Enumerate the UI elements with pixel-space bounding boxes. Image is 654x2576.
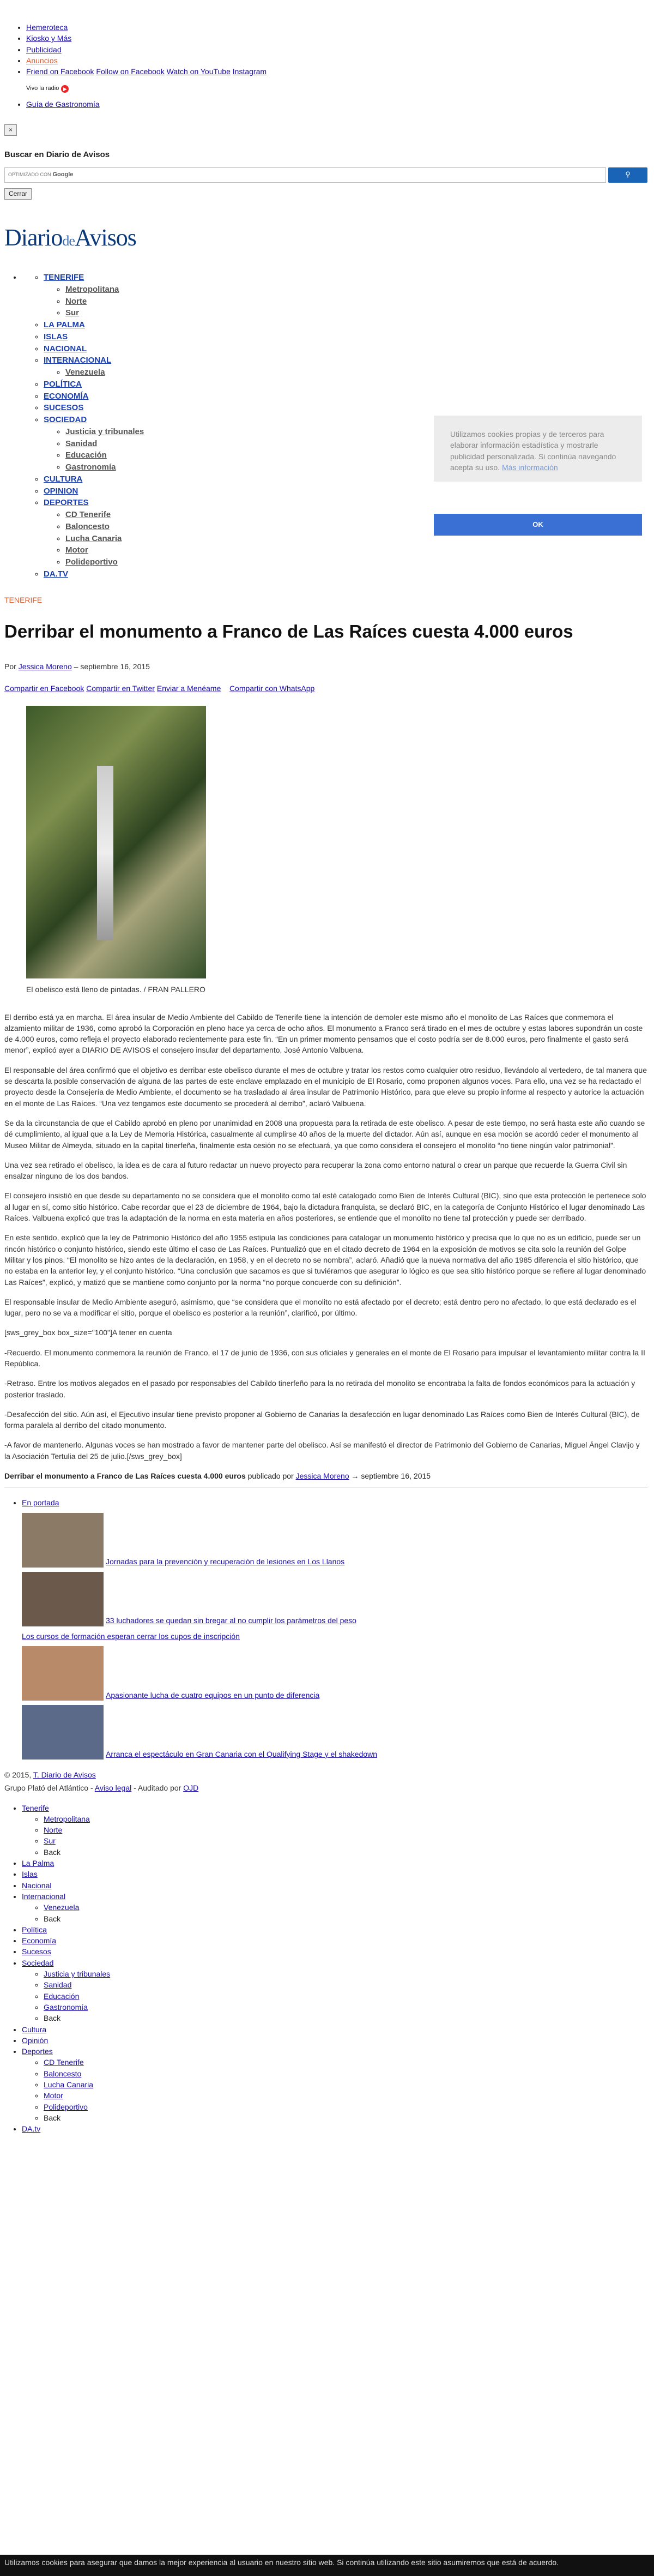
related-link[interactable]: Jornadas para la prevención y recuperación de lesiones en Los Llanos [106, 1557, 345, 1566]
nav-sublink-cd-tenerife[interactable]: CD Tenerife [65, 510, 111, 520]
nav-sublink-polideportivo[interactable]: Polideportivo [65, 557, 118, 567]
ojd-link[interactable]: OJD [183, 1784, 199, 1793]
nav-link-politica[interactable]: POLÍTICA [44, 379, 82, 389]
nav-link-opinion[interactable]: OPINION [44, 486, 78, 496]
footer-nav-item-nacional [22, 1880, 654, 1891]
nav-sublink-motor[interactable]: Motor [65, 545, 88, 555]
related-section [0, 1497, 654, 1760]
close-search-button[interactable]: × [4, 124, 17, 136]
copyright-year: © 2015, [4, 1770, 32, 1779]
friend-facebook-link[interactable]: Friend on Facebook [26, 67, 94, 76]
footer-subitem-back [44, 2013, 654, 2023]
cerrar-button[interactable]: Cerrar [4, 188, 32, 200]
anuncios-link[interactable]: Anuncios [26, 56, 58, 65]
instagram-link[interactable]: Instagram [232, 67, 267, 76]
nav-sublink-baloncesto[interactable]: Baloncesto [65, 521, 110, 531]
search-icon: ⚲ [625, 170, 631, 179]
cookie-more-link[interactable]: Más información [501, 463, 558, 472]
footer-sublink-lucha-canaria[interactable]: Lucha Canaria [44, 2080, 94, 2089]
footer-subitem-venezuela [44, 1902, 654, 1913]
nav-subitem-polideportivo [65, 556, 654, 568]
audited-text: - Auditado por [134, 1784, 181, 1793]
photo-caption: El obelisco está lleno de pintadas. / FRAN PALLERO [26, 985, 205, 994]
related-link[interactable]: Arranca el espectáculo en Gran Canaria con el Qualifying Stage y el shakedown [106, 1749, 378, 1758]
logo-de: de [62, 233, 75, 249]
cookie-popup-text: Utilizamos cookies propias y de terceros para elaborar información estadística y mostrarle publicidad personalizada. Si continúa navegando acepta su uso. [450, 430, 616, 472]
footer-submenu-sociedad [22, 1968, 654, 2023]
nav-link-da-tv[interactable]: DA.TV [44, 569, 68, 579]
nav-sublink-sur[interactable]: Sur [65, 308, 80, 318]
nav-submenu-tenerife [44, 284, 654, 319]
top-links-list [4, 22, 654, 110]
article-paragraph: El derribo está ya en marcha. El área insular de Medio Ambiente del Cabildo de Tenerife tiene la intención de demoler este mismo año el monolito de Las Raíces que conmemora el alzamiento militar de 1936, como aprobó la Corporación en pleno hace ya cerca de ocho años. El monumento a Franco será tirado en el mes de octubre y estas labores supondrán un coste de 4.000 euros, como refleja el proyecto elaborado recientemente para este fin. “En un primer momento pensamos que el costo podría ser de 8.000 euros, pero finalmente el gasto será menor”, explicó ayer a DIARIO DE AVISOS el consejero insular del departamento, José Antonio Valbuena. [4, 1012, 643, 1055]
follow-facebook-link[interactable]: Follow on Facebook [96, 67, 165, 76]
article-paragraph: Se da la circunstancia de que el Cabildo aprobó en pleno por unanimidad en 2008 una propuesta para la retirada de este obelisco. A pesar de este tiempo, no será hasta este año cuando se dé cumplimiento, al igual que a la Ley de Memoria Histórica, casualmente al cumplirse 40 años de la muerte del dictador. Aún así, aunque en esa moción se acordó ceder el monumento al Museo Militar de Almeyda, situado en la capital tinerfeña, finalmente esta cesión no se efectuará, ya que como considera el consejero el monolito “no tiene ningún valor patrimonial”. [4, 1118, 645, 1150]
nav-item-nacional [44, 343, 654, 355]
footer-sublink-cd-tenerife[interactable]: CD Tenerife [44, 2058, 84, 2067]
footer-nav-link-tenerife[interactable]: Tenerife [22, 1803, 49, 1812]
footer-nav-link-da-tv[interactable]: DA.tv [22, 2124, 41, 2134]
footer-submenu-deportes [22, 2057, 654, 2123]
nav-subitem-norte [65, 296, 654, 308]
footer-sublink-sanidad[interactable]: Sanidad [44, 1980, 72, 1990]
nav-subitem-sur [65, 307, 654, 319]
footer-back-label[interactable]: Back [44, 2113, 61, 2122]
nav-item-economia [44, 391, 654, 403]
nav-item-internacional [44, 355, 654, 379]
related-thumbnail[interactable] [22, 1572, 104, 1626]
footer-nav-link-economia[interactable]: Economía [22, 1936, 57, 1945]
nav-sublink-venezuela[interactable]: Venezuela [65, 368, 105, 377]
footer-subitem-lucha-canaria [44, 2079, 654, 2090]
footer-group [4, 1782, 654, 1793]
footer-sublink-baloncesto[interactable]: Baloncesto [44, 2069, 82, 2078]
footer-nav-item-la-palma [22, 1858, 654, 1869]
footer-sublink-venezuela[interactable]: Venezuela [44, 1903, 80, 1912]
footer-sublink-metropolitana[interactable]: Metropolitana [44, 1814, 90, 1823]
site-logo[interactable] [4, 220, 654, 255]
footer-subitem-gastronomia [44, 2002, 654, 2013]
nav-link-nacional[interactable]: NACIONAL [44, 344, 87, 353]
cookie-bar-text: Utilizamos cookies para asegurar que damos la mejor experiencia al usuario en nuestro sitio web. Si continúa utilizando este sitio asumiremos que está de acuerdo. [4, 2558, 559, 2567]
nav-item-opinion [44, 485, 654, 497]
footer-group-text: Grupo Plató del Atlántico - [4, 1784, 93, 1793]
footer-subitem-cd-tenerife [44, 2057, 654, 2068]
article-title: Derribar el monumento a Franco de Las Raíces cuesta 4.000 euros [4, 621, 573, 641]
nav-link-tenerife[interactable]: TENERIFE [44, 273, 84, 283]
footer-sublink-justicia-y-tribunales[interactable]: Justicia y tribunales [44, 1969, 111, 1979]
footer-subitem-back [44, 2112, 654, 2123]
related-link[interactable]: 33 luchadores se quedan sin bregar al no cumplir los parámetros del peso [106, 1616, 356, 1625]
logo-avisos: Avisos [74, 224, 136, 251]
footer-author-link[interactable]: Jessica Moreno [295, 1472, 349, 1481]
published-by-label: publicado por [247, 1472, 294, 1481]
article-paragraph: -Recuerdo. El monumento conmemora la reunión de Franco, el 17 de junio de 1936, con sus oficiales y generales en el monte de El Rosario para impulsar el levantamiento militar contra la II República. [4, 1348, 645, 1368]
related-thumbnail[interactable] [22, 1513, 104, 1568]
footer-nav-item-deportes [22, 2046, 654, 2123]
article-footer-meta [4, 1470, 654, 1481]
footer-subitem-sanidad [44, 1979, 654, 1990]
nav-sublink-educacion[interactable]: Educación [65, 451, 107, 460]
nav-subitem-venezuela [65, 367, 654, 379]
author-link[interactable]: Jessica Moreno [18, 662, 72, 671]
cookie-popup [434, 416, 642, 482]
footer-nav-item-sociedad [22, 1957, 654, 2024]
article-paragraph: El consejero insistió en que desde su departamento no se considera que el monolito como tal esté catalogado como Bien de Interés Cultural (BIC), sino que esta protección le pertenece solo al lugar en sí, como sitio histórico. Cabe recordar que el 23 de diciembre de 1964, bajo la dictadura franquista, se declaró BIC, en la categoría de Conjunto Histórico el lugar denominado Las Raíces. Valbuena explicó que tras la adaptación de la norma en esta materia en años posteriores, se entiende que el monolito no tiene tal protección y puede ser derribado. [4, 1191, 646, 1223]
footer-subitem-metropolitana [44, 1814, 654, 1824]
footer-submenu-tenerife [22, 1814, 654, 1858]
copyright [4, 1769, 654, 1780]
nav-link-islas[interactable]: ISLAS [44, 332, 68, 341]
footer-subitem-polideportivo [44, 2101, 654, 2112]
article-body [4, 1012, 647, 1462]
nav-item-politica [44, 379, 654, 391]
footer-subitem-baloncesto [44, 2068, 654, 2079]
gastronomia-link[interactable]: Guía de Gastronomía [26, 100, 100, 109]
share-twitter[interactable]: Compartir en Twitter [86, 683, 155, 693]
footer-back-label[interactable]: Back [44, 1914, 61, 1923]
footer-nav-link-islas[interactable]: Islas [22, 1870, 38, 1879]
legal-link[interactable]: Aviso legal [94, 1784, 132, 1793]
footer-submenu-internacional [22, 1902, 654, 1924]
footer-nav-link-nacional[interactable]: Nacional [22, 1881, 52, 1890]
article-photo [26, 706, 206, 978]
footer-nav-link-la-palma[interactable]: La Palma [22, 1859, 55, 1868]
search-brand: OPTIMIZADO CON [8, 172, 51, 178]
article-paragraph: El responsable insular de Medio Ambiente aseguró, asimismo, que “se considera que el monolito no está afectado por el decreto; está dentro pero no afectado, lo que está declarado es el lugar, pero no se va a modificar el sitio, porque el obelisco es posterior a la reunión”, clarificó, por último. [4, 1297, 637, 1318]
footer-subitem-motor [44, 2090, 654, 2101]
cookie-ok-button[interactable]: OK [434, 514, 642, 536]
footer-sublink-gastronomia[interactable]: Gastronomía [44, 2002, 88, 2011]
article-paragraph: -A favor de mantenerlo. Algunas voces se han mostrado a favor de mantener parte del obelisco. Así se manifestó el director de Patrimonio del Gobierno de Canarias, Miguel Ángel Clavijo y la Asociación Tertulia del 25 de julio.[/sws_grey_box] [4, 1440, 640, 1461]
footer-sublink-sur[interactable]: Sur [44, 1836, 56, 1846]
footer-nav [0, 1803, 654, 2135]
footer-sublink-educacion[interactable]: Educación [44, 1991, 80, 2001]
nav-item-sucesos [44, 402, 654, 414]
nav-subitem-metropolitana [65, 284, 654, 296]
share-facebook[interactable]: Compartir en Facebook [4, 683, 84, 693]
related-list [0, 1497, 654, 1760]
footer-site-link[interactable]: T. Diario de Avisos [33, 1770, 96, 1779]
article-paragraph: [sws_grey_box box_size="100"]A tener en cuenta [4, 1328, 172, 1337]
footer-nav-list [0, 1803, 654, 2135]
footer-subitem-back [44, 1913, 654, 1924]
related-link[interactable]: Los cursos de formación esperan cerrar los cupos de inscripción [22, 1631, 240, 1641]
article-paragraph: Una vez sea retirado el obelisco, la idea es de cara al futuro redactar un nuevo proyecto para recuperar la zona como entorno natural o crear un parque que recuerde la Guerra Civil sin ensalzar ninguno de los dos bandos. [4, 1160, 627, 1181]
nav-link-deportes[interactable]: DEPORTES [44, 498, 89, 508]
footer-nav-item-economia [22, 1935, 654, 1946]
nav-subitem-motor [65, 544, 654, 556]
footer-sublink-norte[interactable]: Norte [44, 1826, 63, 1835]
cookie-bar [0, 2555, 654, 2576]
nav-sublink-sanidad[interactable]: Sanidad [65, 439, 98, 448]
related-thumbnail[interactable] [22, 1705, 104, 1760]
footer-back-label[interactable]: Back [44, 1847, 61, 1857]
play-icon: ▶ [61, 85, 69, 93]
footer-nav-item-da-tv [22, 2123, 654, 2134]
byline [4, 661, 654, 672]
nav-item-la-palma [44, 319, 654, 331]
nav-link-sucesos[interactable]: SUCESOS [44, 403, 84, 413]
search-input[interactable] [4, 167, 606, 183]
article-section[interactable]: TENERIFE [4, 595, 43, 604]
footer-nav-link-internacional[interactable]: Internacional [22, 1892, 66, 1901]
related-link[interactable]: Apasionante lucha de cuatro equipos en un punto de diferencia [106, 1690, 320, 1700]
article-paragraph: -Desafección del sitio. Aún así, el Ejecutivo insular tiene previsto proponer al Gobierno de Canarias la desafección en lugar denominado Las Raíces como Bien de Interés Cultural (BIC), de forma paralela al derribo del citado monumento. [4, 1409, 640, 1430]
footer-nav-item-cultura [22, 2024, 654, 2035]
radio-live[interactable] [26, 85, 654, 93]
footer-nav-link-opinion[interactable]: Opinión [22, 2035, 49, 2045]
share-links [4, 683, 654, 694]
byline-date: septiembre 16, 2015 [80, 662, 150, 671]
footer-nav-item-internacional [22, 1891, 654, 1924]
article-paragraph: -Retraso. Entre los motivos alegados en el pasado por responsables del Cabildo tinerfeño para la no retirada del monolito se encontraba la falta de fondos económicos para la actuación y posterior traslado. [4, 1379, 635, 1399]
logo-diario: Diario [4, 224, 63, 251]
nav-item-da-tv [44, 568, 654, 580]
nav-sublink-norte[interactable]: Norte [65, 296, 87, 306]
footer-sublink-motor[interactable]: Motor [44, 2091, 63, 2100]
related-item[interactable] [22, 1705, 654, 1760]
nav-sublink-lucha-canaria[interactable]: Lucha Canaria [65, 533, 122, 543]
footer-subitem-educacion [44, 1991, 654, 2002]
related-item[interactable] [22, 1646, 654, 1701]
nav-item-islas [44, 331, 654, 343]
share-whatsapp[interactable]: Compartir con WhatsApp [229, 683, 315, 693]
search-button[interactable] [608, 167, 647, 183]
radio-label: Vivo la radio [26, 85, 59, 92]
footer-nav-link-politica[interactable]: Política [22, 1925, 47, 1934]
footer-nav-item-opinion [22, 2035, 654, 2046]
article-paragraph: El responsable del área confirmó que el objetivo es derribar este obelisco durante el mes de octubre y tratar los restos como cualquier otro residuo, llevándolo al vertedero, de tal manera que se descarta la posible conservación de alguna de las partes de este enclave emplazado en el municipio de El Rosario, como proponen algunos voces. Para ello, una vez se ha redactado el proyecto desde la Consejería de Medio Ambiente, el documento se ha trasladado al área insular de Patrimonio Histórico, para que eleve su propio informe al respecto y autorice la actuación en el monte de Las Raíces. “Una vez tengamos este documento se procederá al derribo”, aclaró Valbuena. [4, 1065, 647, 1108]
footer-subitem-justicia-y-tribunales [44, 1968, 654, 1979]
kiosko-link[interactable]: Kiosko y Más [26, 34, 72, 43]
nav-sublink-metropolitana[interactable]: Metropolitana [65, 284, 119, 294]
related-items [22, 1513, 654, 1760]
hemeroteca-link[interactable]: Hemeroteca [26, 23, 68, 32]
nav-submenu-internacional [44, 367, 654, 379]
nav-link-sociedad[interactable]: SOCIEDAD [44, 415, 87, 425]
footer-nav-item-sucesos [22, 1946, 654, 1957]
footer-nav-link-cultura[interactable]: Cultura [22, 2025, 47, 2034]
search-row [4, 167, 647, 183]
footer-subitem-sur [44, 1835, 654, 1846]
footer-nav-item-tenerife [22, 1803, 654, 1858]
nav-link-economia[interactable]: ECONOMÍA [44, 391, 89, 401]
related-item[interactable] [22, 1572, 654, 1626]
footer-date: septiembre 16, 2015 [361, 1472, 431, 1481]
nav-link-la-palma[interactable]: LA PALMA [44, 320, 85, 330]
footer-nav-link-deportes[interactable]: Deportes [22, 2047, 53, 2056]
top-links [0, 0, 654, 110]
footer-back-label[interactable]: Back [44, 2014, 61, 2023]
nav-link-internacional[interactable]: INTERNACIONAL [44, 356, 112, 365]
footer-sublink-polideportivo[interactable]: Polideportivo [44, 2102, 88, 2111]
article-footer-title: Derribar el monumento a Franco de Las Raíces cuesta 4.000 euros [4, 1472, 246, 1481]
nav-link-cultura[interactable]: CULTURA [44, 474, 83, 484]
footer-nav-item-islas [22, 1869, 654, 1880]
related-item[interactable] [22, 1513, 654, 1568]
footer-nav-link-sociedad[interactable]: Sociedad [22, 1958, 54, 1967]
nav-sublink-justicia-y-tribunales[interactable]: Justicia y tribunales [65, 427, 144, 436]
arrow-icon: → [351, 1472, 359, 1481]
footer-nav-item-politica [22, 1924, 654, 1935]
article-paragraph: En este sentido, explicó que la ley de Patrimonio Histórico del año 1955 estipula las condiciones para catalogar un monumento histórico y precisa que lo que no es un edificio, puede ser un rincón histórico o conjunto histórico, siendo este último el caso de Las Raíces. Puntualizó que en el citado decreto de 1964 en la exposición de motivos se cita solo la reunión del Golpe Militar y los pinos. “El monolito se hizo antes de la declaración, en 1958, y en el decreto no se nombra”, aclaró. Añadió que la nueva normativa del año 1985 diferencia el sitio histórico, que no estaba en la anterior ley, y el conjunto histórico. “Una conclusión que sacamos es que si tuviéramos que asegurar lo lógico es que sea sitio histórico porque se refiere al lugar denominado Las Raíces”, explicó, y matizó que se mantiene como conjunto por la norma “no porque concuerde con su definición”. [4, 1233, 646, 1287]
footer-nav-link-sucesos[interactable]: Sucesos [22, 1947, 51, 1956]
footer-subitem-back [44, 1847, 654, 1858]
footer-subitem-norte [44, 1824, 654, 1835]
related-thumbnail[interactable] [22, 1646, 104, 1701]
related-item[interactable] [22, 1631, 654, 1642]
google-logo: Google [52, 171, 74, 178]
watch-youtube-link[interactable]: Watch on YouTube [166, 67, 231, 76]
publicidad-link[interactable]: Publicidad [26, 45, 62, 54]
byline-by: Por [4, 662, 16, 671]
nav-item-tenerife [44, 272, 654, 319]
nav-sublink-gastronomia[interactable]: Gastronomía [65, 463, 116, 472]
search-title: Buscar en Diario de Avisos [4, 150, 110, 160]
obelisk-illustration [97, 766, 113, 940]
share-meneame[interactable]: Enviar a Menéame [156, 683, 221, 693]
byline-sep: – [74, 662, 78, 671]
related-heading[interactable]: En portada [22, 1498, 59, 1508]
